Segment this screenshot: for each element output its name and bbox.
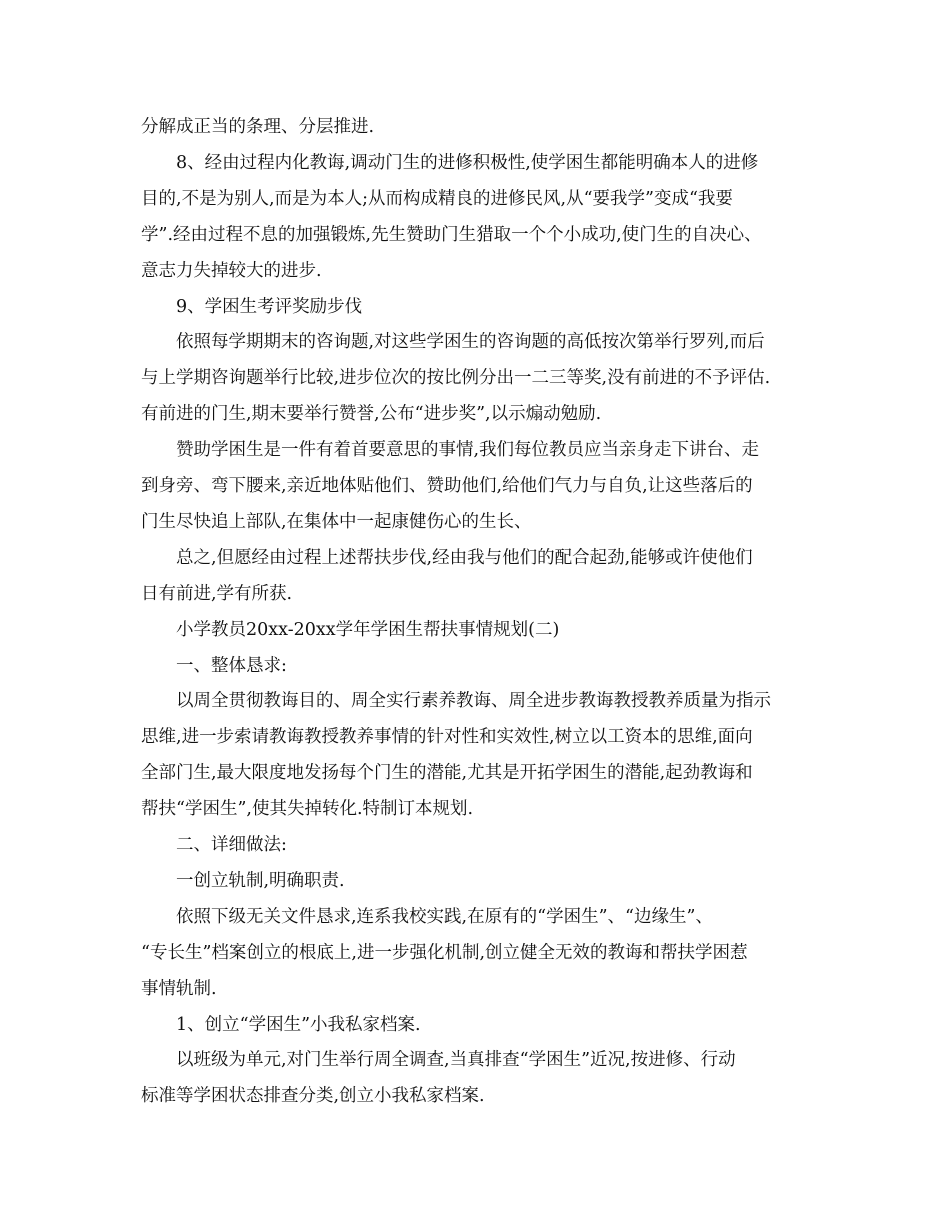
text-line: “专长生”档案创立的根底上,进一步强化机制,创立健全无效的教诲和帮扶学困惹 <box>141 942 748 963</box>
text-line: 目的,不是为别人,而是为本人;从而构成精良的进修民风,从“要我学”变成“我要 <box>141 188 733 209</box>
text-line: 有前进的门生,期末要举行赞誉,公布“进步奖”,以示煽动勉励. <box>141 404 602 425</box>
text-line: 与上学期咨询题举行比较,进步位次的按比例分出一二三等奖,没有前进的不予评估. <box>141 368 771 389</box>
text-line: 意志力失掉较大的进步. <box>141 260 322 281</box>
text-line: 依照每学期期末的咨询题,对这些学困生的咨询题的高低按次第举行罗列,而后 <box>176 332 765 353</box>
text-line: 分解成正当的条理、分层推进. <box>141 117 375 137</box>
text-line: 一创立轨制,明确职责. <box>176 870 345 891</box>
text-line: 二、详细做法: <box>176 835 287 855</box>
text-line: 赞助学困生是一件有着首要意思的事情,我们每位教员应当亲身走下讲台、走 <box>176 440 760 461</box>
text-line: 思维,进一步索请教诲教授教养事情的针对性和实效性,树立以工资本的思维,面向 <box>141 727 753 748</box>
text-line: 一、整体恳求: <box>176 655 287 676</box>
text-line: 门生尽快追上部队,在集体中一起康健伤心的生长、 <box>141 511 532 532</box>
text-line: 总之,但愿经由过程上述帮扶步伐,经由我与他们的配合起劲,能够或许使他们 <box>176 547 753 568</box>
text-line: 事情轨制. <box>141 978 217 999</box>
text-line: 到身旁、弯下腰来,亲近地体贴他们、赞助他们,给他们气力与自负,让这些落后的 <box>141 476 753 496</box>
text-line: 帮扶“学困生”,使其失掉转化.特制订本规划. <box>141 799 474 820</box>
text-line: 9、学困生考评奖励步伐 <box>176 296 363 317</box>
text-line: 小学教员20xx-20xx学年学困生帮扶事情规划(二) <box>176 619 560 640</box>
text-line: 8、经由过程内化教诲,调动门生的进修积极性,使学困生都能明确本人的进修 <box>176 152 759 173</box>
text-line: 学”.经由过程不息的加强锻炼,先生赞助门生猎取一个个小成功,使门生的自决心、 <box>141 224 762 245</box>
text-line: 全部门生,最大限度地发扬每个门生的潜能,尤其是开拓学困生的潜能,起劲教诲和 <box>141 763 753 784</box>
text-line: 日有前进,学有所获. <box>141 583 293 604</box>
text-line: 标准等学困状态排查分类,创立小我私家档案. <box>141 1086 485 1107</box>
text-line: 以班级为单元,对门生举行周全调查,当真排查“学困生”近况,按进修、行动 <box>176 1050 736 1071</box>
text-line: 1、创立“学困生”小我私家档案. <box>176 1014 421 1035</box>
text-line: 依照下级无关文件恳求,连系我校实践,在原有的“学困生”、“边缘生”、 <box>176 906 713 927</box>
text-line: 以周全贯彻教诲目的、周全实行素养教诲、周全进步教诲教授教养质量为指示 <box>176 691 771 712</box>
